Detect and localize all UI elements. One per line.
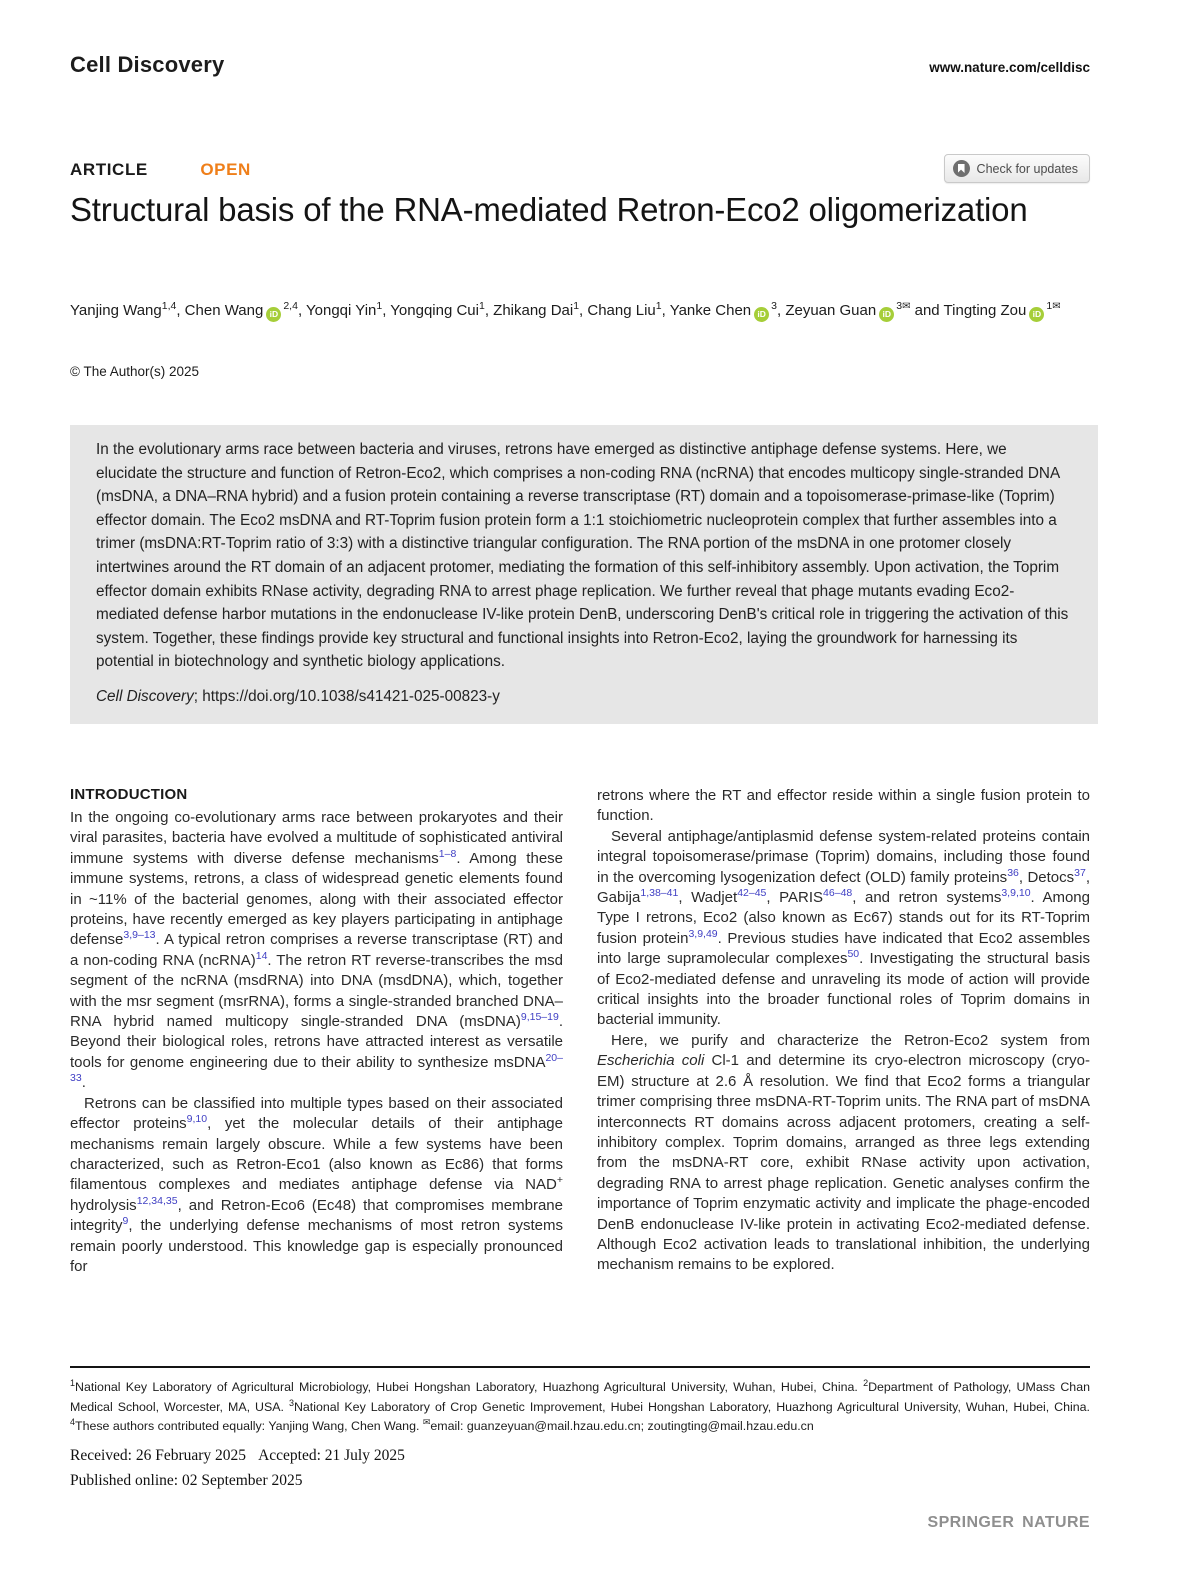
reference-superscript[interactable]: 14 <box>255 949 268 962</box>
affiliation-superscript: 1 <box>376 300 383 312</box>
affiliation-superscript: 1 <box>1046 300 1053 312</box>
affiliation-superscript: 4 <box>70 1416 76 1427</box>
affiliation-superscript: 1 <box>70 1377 76 1388</box>
email-envelope-icon[interactable]: ✉ <box>902 301 911 312</box>
affiliation-superscript: 2 <box>863 1377 869 1388</box>
article-dates <box>70 1443 1090 1493</box>
article-title: Structural basis of the RNA-mediated Retron-Eco2 oligomerization <box>70 191 1028 228</box>
check-for-updates-button[interactable] <box>944 154 1090 183</box>
email-envelope-icon[interactable]: ✉ <box>1052 301 1061 312</box>
introduction-heading: INTRODUCTION <box>70 786 188 803</box>
affiliation-superscript: + <box>556 1174 563 1187</box>
affiliation-superscript: 1,4 <box>161 300 177 312</box>
crossmark-icon <box>953 160 970 177</box>
reference-superscript[interactable]: 1–8 <box>438 847 457 860</box>
reference-superscript[interactable]: 50 <box>847 948 860 961</box>
left-column <box>70 786 563 1277</box>
received-accepted-line <box>70 1443 1090 1468</box>
email-envelope-icon[interactable]: ✉ <box>422 1416 431 1427</box>
reference-superscript[interactable]: 3,9,10 <box>1001 887 1031 900</box>
abstract-text: In the evolutionary arms race between bacteria and viruses, retrons have emerged as distinctive antiphage defense systems. Here, we elucidate the structure and function of Retron-Eco2, which comprises a non-coding RNA (ncRNA) that encodes multicopy single-stranded DNA (msDNA, a DNA–RNA hybrid) and a fusion protein containing a reverse transcriptase (RT) domain and a topoisomerase-primase-like (Toprim) effector domain. The Eco2 msDNA and RT-Toprim fusion protein form a 1:1 stoichiometric nucleoprotein complex that further assembles into a trimer (msDNA:RT-Toprim ratio of 3:3) with a distinctive triangular configuration. The RNA portion of the msDNA in one protomer closely intertwines around the RT domain of an adjacent protomer, mediating the formation of this self-inhibitory assembly. Upon activation, the Toprim effector domain exhibits RNase activity, degrading RNA to arrest phage replication. We further reveal that phage mutants evading Eco2-mediated defense harbor mutations in the endonuclease IV-like protein DenB, underscoring DenB's critical role in triggering the activation of this system. Together, these findings provide key structural and functional insights into Retron-Eco2, laying the groundwork for harnessing its potential in biotechnology and synthetic biology applications. <box>96 441 1069 671</box>
intro-paragraph-1: In the ongoing co-evolutionary arms race between prokaryotes and their viral parasites, bacteria have evolved a multitude of sophisticated antiviral immune systems with diverse defense mechanisms$^{1-8}$. Among these immune systems, retrons, a class of widespread genetic elements found in ~11% of the bacterial genomes, along with their associated effector proteins, have recently emerged as key players participating in antiphage defense$^{3,9-13}$. A typical retron comprises a reverse transcriptase (RT) and a non-coding RNA (ncRNA)$^{14}$. The retron RT reverse-transcribes the msd segment of the ncRNA (msdRNA) into DNA (msdDNA), which, together with the msr segment (msrRNA), forms a single-stranded branched DNA–RNA hybrid named multicopy single-stranded DNA (msDNA)$^{9,15-19}$. Beyond their biological roles, retrons have attracted interest as versatile tools for genome engineering due to their ability to synthesize msDNA$^{20-33}$. <box>70 809 563 1092</box>
copyright-notice: © The Author(s) 2025 <box>70 364 200 379</box>
doi-citation-link[interactable]: Cell Discovery; https://doi.org/10.1038/s41421-025-00823-y <box>96 687 500 705</box>
affiliations-text: $^1$National Key Laboratory of Agricultural Microbiology, Hubei Hongshan Laboratory, Huazhong Agricultural University, Wuhan, Hubei, China. $^2$Department of Pathology, UMass Chan Medical School, Worcester, MA, USA. $^3$National Key Laboratory of Crop Genetic Improvement, Hubei Hongshan Laboratory, Huazhong Agricultural University, Wuhan, Hubei, China. $^4$These authors contributed equally: Yanjing Wang, Chen Wang. ✉email: guanzeyuan@mail.hzau.edu.cn; zoutingting@mail.hzau.edu.cn <box>70 1377 1090 1433</box>
orcid-icon[interactable]: iD <box>266 307 281 322</box>
received-date: Received: 26 February 2025 <box>70 1447 247 1464</box>
orcid-icon[interactable]: iD <box>754 307 769 322</box>
check-for-updates-label: Check for updates <box>976 161 1078 176</box>
journal-name: Cell Discovery <box>70 52 225 77</box>
abstract-box <box>70 425 1098 724</box>
right-column <box>597 786 1090 1277</box>
reference-superscript[interactable]: 9 <box>122 1215 129 1228</box>
reference-superscript[interactable]: 37 <box>1074 866 1086 879</box>
reference-superscript[interactable]: 46–48 <box>823 887 853 900</box>
reference-superscript[interactable]: 1,38–41 <box>640 887 679 900</box>
affiliation-superscript: 3 <box>288 1397 294 1408</box>
accepted-date: Accepted: 21 July 2025 <box>258 1447 405 1464</box>
intro-paragraph-3: Several antiphage/antiplasmid defense system-related proteins contain integral topoisomerase/primase (Toprim) domains, including those found in the overcoming lysogenization defect (OLD) family proteins$^{36}$, Detocs$^{37}$, Gabija$^{1,38-41}$, Wadjet$^{42-45}$, PARIS$^{46-48}$, and retron systems$^{3,9,10}$. Among Type I retrons, Eco2 (also known as Ec67) stands out for its RT-Toprim fusion protein$^{3,9,49}$. Previous studies have indicated that Eco2 assembles into large supramolecular complexes$^{50}$. Investigating the structural basis of Eco2-mediated defense and unraveling its mode of action will provide critical insights into the broader functional roles of Toprim domains in bacterial immunity. <box>597 827 1090 1029</box>
reference-superscript[interactable]: 20–33 <box>70 1051 563 1085</box>
affiliation-superscript: 1 <box>573 300 580 312</box>
reference-superscript[interactable]: 3,9,49 <box>688 927 718 940</box>
reference-superscript[interactable]: 3,9–13 <box>123 929 156 942</box>
affiliation-superscript: 1 <box>478 300 485 312</box>
introduction-section <box>70 786 1090 1277</box>
author-list: Yanjing Wang$^{1,4}$, Chen Wang iD$^{2,4}$, Yongqi Yin$^1$, Yongqing Cui$^1$, Zhikang Dai$^1$, Chang Liu$^1$, Yanke Chen $iD^3$, Zeyuan Guan $iD^{3✉}$ and Tingting Zou $iD^{1✉}$ <box>70 299 1090 322</box>
intro-paragraph-2: Retrons can be classified into multiple types based on their associated effector proteins$^{9,10}$, yet the molecular details of their antiphage mechanisms remain largely obscure. While a few systems have been characterized, such as Retron-Eco1 (also known as Ec86) that forms filamentous complexes and mediates antiphage defense via NAD+ hydrolysis$^{12,34,35}$, and Retron-Eco6 (Ec48) that compromises membrane integrity$^9$, the underlying defense mechanisms of most retron systems remain poorly understood. This knowledge gap is especially pronounced for <box>70 1094 563 1275</box>
orcid-icon[interactable]: iD <box>1029 307 1044 322</box>
published-date: Published online: 02 September 2025 <box>70 1472 303 1489</box>
orcid-icon[interactable]: iD <box>879 307 894 322</box>
springer-nature-logo: SPRINGER NATURE <box>927 1514 1090 1531</box>
intro-paragraph-2-continued: retrons where the RT and effector reside within a single fusion protein to function. <box>597 787 1090 825</box>
affiliation-superscript: 3 <box>771 300 777 312</box>
reference-superscript[interactable]: 36 <box>1007 866 1019 879</box>
reference-superscript[interactable]: 12,34,35 <box>136 1194 178 1207</box>
affiliation-superscript: 2,4 <box>283 300 298 312</box>
affiliation-superscript: 1 <box>655 300 662 312</box>
affiliation-superscript: 3 <box>896 300 903 312</box>
journal-url[interactable]: www.nature.com/celldisc <box>929 60 1090 75</box>
reference-superscript[interactable]: 9,15–19 <box>520 1011 559 1024</box>
reference-superscript[interactable]: 42–45 <box>737 887 767 900</box>
open-access-label: OPEN <box>200 160 251 179</box>
footnotes-section <box>70 1366 1090 1437</box>
reference-superscript[interactable]: 9,10 <box>186 1113 208 1126</box>
intro-paragraph-4: Here, we purify and characterize the Retron-Eco2 system from Escherichia coli Cl-1 and determine its cryo-electron microscopy (cryo-EM) structure at 2.6 Å resolution. We find that Eco2 forms a triangular trimer comprising three msDNA-RT-Toprim units. The RNA part of msDNA interconnects RT domains across adjacent protomers, creating a self-inhibitory complex. Toprim domains, arranged as three legs extending from the msDNA-RT core, exhibit RNase activity upon activation, degrading RNA to arrest phage replication. Genetic analyses confirm the importance of Toprim enzymatic activity and implicate the phage-encoded DenB endonuclease IV-like protein in activating Eco2-mediated defense. Although Eco2 activation leads to translational inhibition, the underlying mechanism remains to be explored. <box>597 1031 1090 1274</box>
page-header <box>70 52 1090 78</box>
article-type-label: ARTICLE <box>70 160 148 179</box>
